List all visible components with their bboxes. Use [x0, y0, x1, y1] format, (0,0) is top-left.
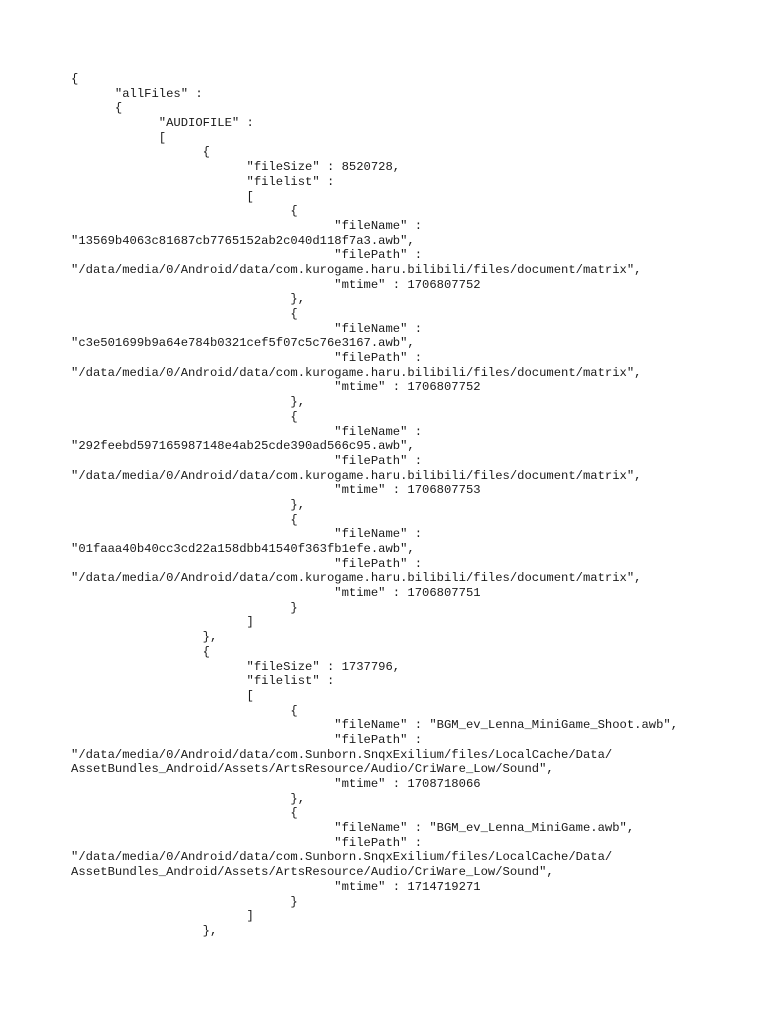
document-line: [ [71, 130, 167, 145]
document-line: "filePath" : [71, 453, 423, 468]
document-line: [ [71, 189, 254, 204]
document-line: AssetBundles_Android/Assets/ArtsResource/Audio/CriWare_Low/Sound", [71, 865, 554, 880]
document-line: "mtime" : 1706807751 [71, 586, 481, 601]
document-line: "AUDIOFILE" : [71, 116, 254, 131]
document-line: { [71, 703, 298, 718]
document-line: [ [71, 688, 254, 703]
document-line: "01faaa40b40cc3cd22a158dbb41540f363fb1efe.awb", [71, 542, 415, 556]
document-line: "fileName" : "BGM_ev_Lenna_MiniGame_Shoot.awb", [71, 718, 679, 733]
json-document [71, 72, 751, 939]
document-line: }, [71, 292, 306, 307]
document-line: }, [71, 923, 218, 938]
document-line: "filePath" : [71, 351, 423, 366]
document-line: "mtime" : 1706807752 [71, 277, 481, 292]
document-line: "fileName" : "BGM_ev_Lenna_MiniGame.awb", [71, 821, 635, 836]
document-line: "mtime" : 1706807752 [71, 380, 481, 395]
document-line: "fileName" : [71, 424, 423, 439]
document-line: "mtime" : 1708718066 [71, 777, 481, 791]
document-line: { [71, 204, 298, 219]
document-line: "fileName" : [71, 321, 423, 336]
document-line: "filelist" : [71, 174, 335, 189]
document-line: "fileSize" : 8520728, [71, 160, 401, 175]
document-line: "fileSize" : 1737796, [71, 659, 401, 674]
document-line: "292feebd597165987148e4ab25cde390ad566c95.awb", [71, 439, 415, 454]
document-line: "mtime" : 1706807753 [71, 483, 481, 498]
document-line: "/data/media/0/Android/data/com.kurogame.haru.bilibili/files/document/matrix", [71, 365, 642, 380]
document-line: "filePath" : [71, 835, 423, 850]
document-line: { [71, 72, 79, 86]
document-line: "allFiles" : [71, 86, 203, 101]
document-line: "filePath" : [71, 248, 423, 263]
document-line: { [71, 307, 298, 321]
document-line: }, [71, 630, 218, 645]
document-line: "fileName" : [71, 218, 423, 233]
document-line: { [71, 145, 210, 160]
document-line: AssetBundles_Android/Assets/ArtsResource/Audio/CriWare_Low/Sound", [71, 762, 554, 777]
document-line: "c3e501699b9a64e784b0321cef5f07c5c76e3167.awb", [71, 336, 415, 351]
document-line: "/data/media/0/Android/data/com.kurogame.haru.bilibili/files/document/matrix", [71, 468, 642, 483]
document-line: ] [71, 909, 254, 924]
document-line: { [71, 806, 298, 821]
document-line: } [71, 600, 298, 615]
document-line: "fileName" : [71, 527, 423, 542]
document-line: }, [71, 395, 306, 410]
document-line: "filelist" : [71, 674, 335, 689]
document-line: "filePath" : [71, 732, 423, 747]
document-line: }, [71, 791, 306, 806]
document-line: ] [71, 615, 254, 630]
document-line: "/data/media/0/Android/data/com.kurogame.haru.bilibili/files/document/matrix", [71, 571, 642, 586]
document-line: "/data/media/0/Android/data/com.Sunborn.SnqxExilium/files/LocalCache/Data/ [71, 747, 613, 762]
document-line: "/data/media/0/Android/data/com.Sunborn.SnqxExilium/files/LocalCache/Data/ [71, 850, 613, 865]
document-line: "mtime" : 1714719271 [71, 879, 481, 894]
document-line: "/data/media/0/Android/data/com.kurogame.haru.bilibili/files/document/matrix", [71, 262, 642, 277]
document-line: "13569b4063c81687cb7765152ab2c040d118f7a3.awb", [71, 233, 415, 248]
document-line: "filePath" : [71, 556, 423, 571]
document-line: { [71, 101, 123, 116]
document-line: }, [71, 497, 306, 512]
document-line: { [71, 512, 298, 527]
document-line: { [71, 644, 210, 659]
document-line: { [71, 409, 298, 424]
document-line: } [71, 894, 298, 909]
